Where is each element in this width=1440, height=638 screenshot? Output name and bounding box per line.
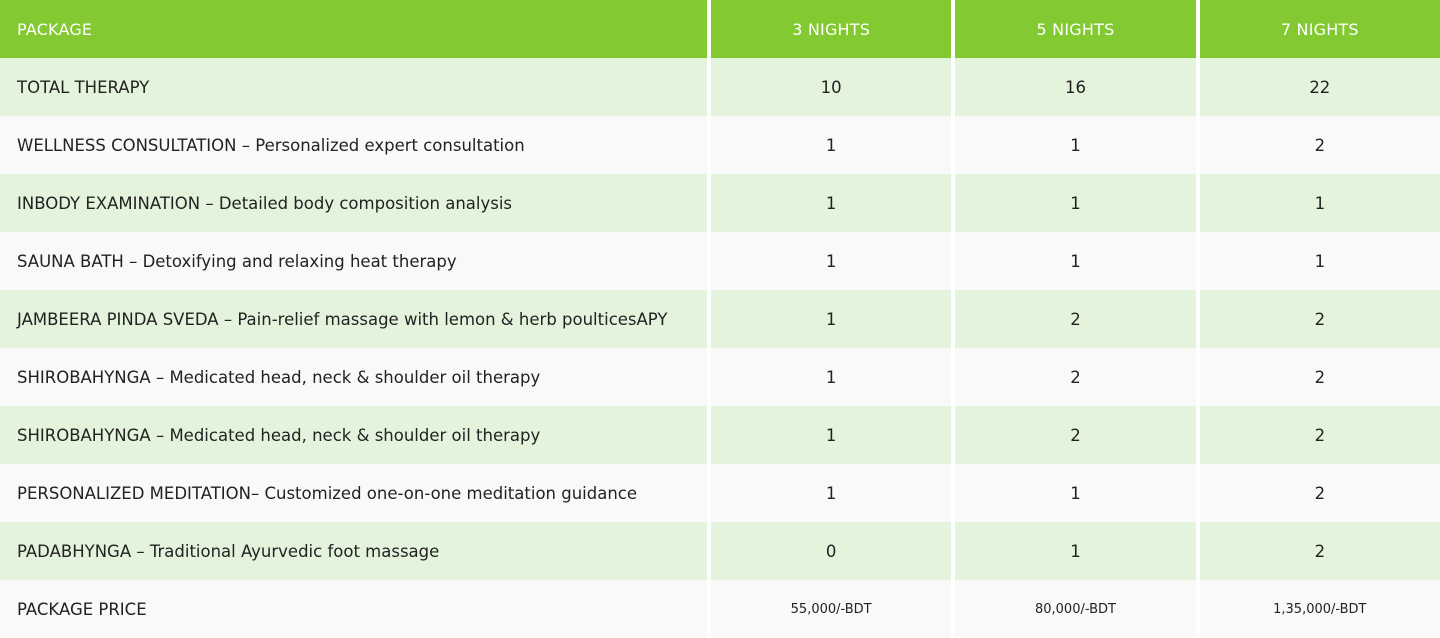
price-7-nights: 1,35,000/-BDT [1200,580,1440,638]
row-value-7-nights: 2 [1200,116,1440,174]
row-value-7-nights: 2 [1200,522,1440,580]
row-value-3-nights: 10 [711,58,951,116]
table-row [0,348,1440,406]
row-value-7-nights: 22 [1200,58,1440,116]
row-label: SHIROBAHYNGA – Medicated head, neck & shoulder oil therapy [0,348,707,406]
header-5-nights: 5 NIGHTS [955,0,1195,58]
row-label: INBODY EXAMINATION – Detailed body composition analysis [0,174,707,232]
table-row [0,174,1440,232]
row-value-3-nights: 1 [711,348,951,406]
row-value-5-nights: 1 [955,116,1195,174]
table-row [0,58,1440,116]
row-label: SAUNA BATH – Detoxifying and relaxing heat therapy [0,232,707,290]
table-row [0,116,1440,174]
row-value-5-nights: 1 [955,522,1195,580]
row-value-5-nights: 2 [955,348,1195,406]
package-price-label: PACKAGE PRICE [0,580,707,638]
row-value-3-nights: 1 [711,174,951,232]
package-price-row [0,580,1440,638]
header-3-nights: 3 NIGHTS [711,0,951,58]
row-label: SHIROBAHYNGA – Medicated head, neck & shoulder oil therapy [0,406,707,464]
price-3-nights: 55,000/-BDT [711,580,951,638]
row-value-7-nights: 2 [1200,290,1440,348]
row-label: JAMBEERA PINDA SVEDA – Pain-relief massage with lemon & herb poulticesAPY [0,290,707,348]
row-value-3-nights: 1 [711,232,951,290]
row-label: WELLNESS CONSULTATION – Personalized expert consultation [0,116,707,174]
table-row [0,406,1440,464]
price-5-nights: 80,000/-BDT [955,580,1195,638]
row-label: TOTAL THERAPY [0,58,707,116]
row-value-5-nights: 2 [955,290,1195,348]
row-value-3-nights: 1 [711,464,951,522]
row-value-5-nights: 1 [955,464,1195,522]
table-row [0,232,1440,290]
row-value-5-nights: 1 [955,232,1195,290]
row-value-7-nights: 2 [1200,464,1440,522]
header-7-nights: 7 NIGHTS [1200,0,1440,58]
row-label: PERSONALIZED MEDITATION– Customized one-on-one meditation guidance [0,464,707,522]
row-value-5-nights: 1 [955,174,1195,232]
row-label: PADABHYNGA – Traditional Ayurvedic foot massage [0,522,707,580]
row-value-3-nights: 1 [711,406,951,464]
row-value-7-nights: 1 [1200,232,1440,290]
header-package: PACKAGE [0,0,707,58]
table-row [0,290,1440,348]
table-header-row [0,0,1440,58]
row-value-3-nights: 1 [711,290,951,348]
row-value-5-nights: 2 [955,406,1195,464]
row-value-7-nights: 2 [1200,348,1440,406]
row-value-3-nights: 1 [711,116,951,174]
row-value-3-nights: 0 [711,522,951,580]
table-row [0,522,1440,580]
table-row [0,464,1440,522]
row-value-5-nights: 16 [955,58,1195,116]
row-value-7-nights: 2 [1200,406,1440,464]
row-value-7-nights: 1 [1200,174,1440,232]
